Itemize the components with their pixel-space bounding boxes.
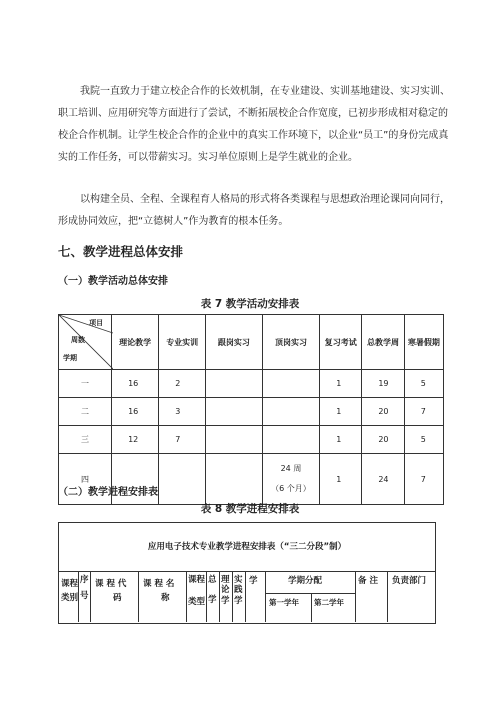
year1-label: 第一学年 [269,598,299,607]
section-heading: 七、教学进程总体安排 [58,244,184,259]
table-cell: 16 [112,398,159,426]
post-internship-cell [262,454,320,505]
post-internship-months: （6 个月） [271,484,311,493]
table-header-row [59,315,444,370]
corner-label-item: 项目 [89,319,104,327]
table-cell [262,426,320,454]
header-exam: 复习考试 [320,315,362,370]
table8-caption: 表 8 教学进程安排表 [200,503,300,515]
subheading-schedule: （二）教学进程安排表 [58,487,158,498]
header-practice-hours: 实 践学 [233,571,246,622]
table7-caption: 表 7 教学活动安排表 [200,298,300,310]
table-row [59,426,444,454]
header-vacation: 寒暑假期 [404,315,443,370]
header-total: 总 学 [207,571,220,622]
header-remarks: 备 注 [356,571,388,622]
header-category: 课程 类别 [59,571,79,622]
table-cell: 2 [159,370,206,398]
corner-label-term: 学期 [63,354,77,362]
table-cell [206,454,263,505]
alloc-mid-divider [311,593,312,622]
header-post-internship: 顶岗实习 [262,315,320,370]
header-shadow-internship: 跟岗实习 [206,315,263,370]
corner-label-weeks: 周数 [71,336,85,344]
table-cell: 3 [159,398,206,426]
subheading-activities: （一）教学活动总体安排 [58,276,168,287]
header-theory-hours: 理 论学 [220,571,233,622]
paragraph-1: 我院一直致力于建立校企合作的长效机制，在专业建设、实训基地建设、实习实训、职工培训、应用研究等方面进行了尝试，不断拓展校企合作宽度，已初步形成相对稳定的校企合作机制。让学生校企合作的企业中的真实工作环境下，以企业“员工”的身份完成真实的工作任务，可以带薪实习。实习单位原则上是学生就业的企业。 [58,86,450,163]
term-cell: 一 [59,370,112,398]
table-cell [206,370,263,398]
table-cell [262,398,320,426]
table-cell: 7 [404,398,443,426]
table-cell: 20 [362,426,404,454]
table-cell: 1 [320,426,362,454]
schedule-table [58,522,436,624]
schedule-header-row [59,571,435,622]
table-cell [206,426,263,454]
table-cell [262,370,320,398]
activity-table [58,314,444,505]
table-row [59,370,444,398]
term-cell: 四 [59,454,112,505]
schedule-table-title: 应用电子技术专业教学进程安排表（“三二分段”制） [59,523,435,572]
table-cell: 12 [112,426,159,454]
table-cell: 1 [320,454,362,505]
table-cell: 7 [159,426,206,454]
table-cell [159,454,206,505]
header-credits: 学 [246,571,266,622]
table-cell: 7 [404,454,443,505]
table-cell: 5 [404,370,443,398]
term-cell: 二 [59,398,112,426]
header-department: 负责部门 [392,576,427,586]
header-training: 专业实训 [159,315,206,370]
post-internship-weeks: 24 周 [280,464,302,473]
table-cell: 19 [362,370,404,398]
corner-cell [59,315,112,370]
table-cell: 20 [362,398,404,426]
header-course-type: 课程 类型 [187,571,207,622]
table-row [59,398,444,426]
header-theory: 理论教学 [112,315,159,370]
table-cell [206,398,263,426]
header-seq: 序 号 [79,571,91,622]
header-term-allocation: 学期分配 第一学年 第二学年 [266,571,356,622]
table-cell: 1 [320,370,362,398]
table-cell: 16 [112,370,159,398]
table-cell: 5 [404,426,443,454]
header-course-name: 课 程 名 称 [139,571,187,622]
header-total-weeks: 总教学周 [362,315,404,370]
term-cell: 三 [59,426,112,454]
paragraph-2: 以构建全员、全程、全课程育人格局的形式将各类课程与思想政治理论课同向同行，形成协同效应，把“立德树人”作为教育的根本任务。 [58,194,450,227]
table-cell: 24 [362,454,404,505]
year2-label: 第二学年 [314,598,344,607]
header-course-code: 课 程 代 码 [91,571,139,622]
table-cell: 1 [320,398,362,426]
